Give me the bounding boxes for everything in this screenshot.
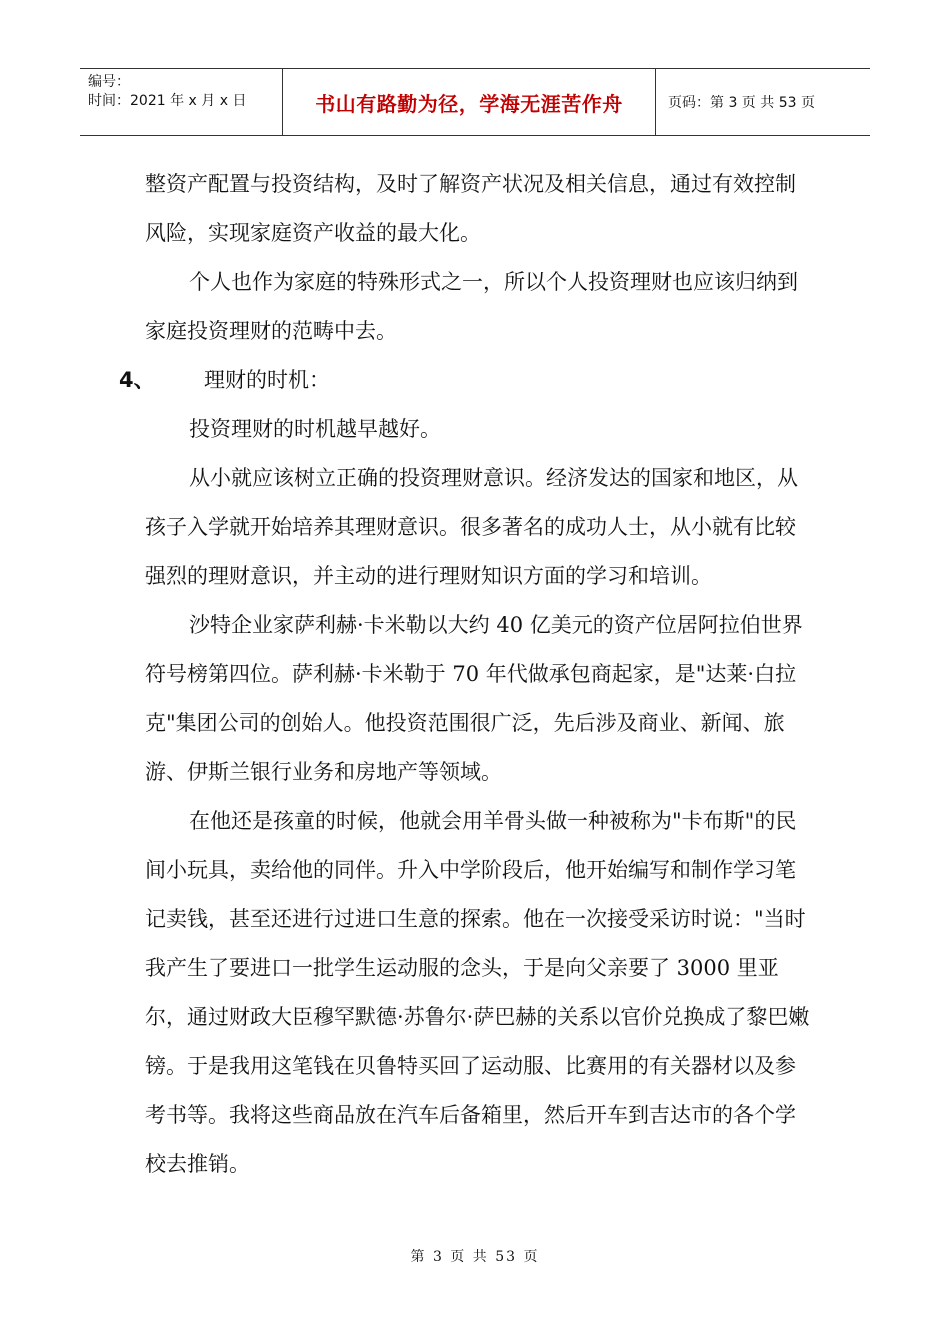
paragraph: 从小就应该树立正确的投资理财意识。经济发达的国家和地区，从孩子入学就开始培养其理财意识。很多著名的成功人士，从小就有比较强烈的理财意识，并主动的进行理财知识方面的学习和培训。: [145, 466, 798, 588]
header-meta: [80, 69, 283, 135]
header-motto-cell: [283, 69, 656, 135]
paragraph: 个人也作为家庭的特殊形式之一，所以个人投资理财也应该归纳到家庭投资理财的范畴中去。: [145, 270, 798, 343]
header-page-info: [656, 69, 870, 135]
footer-page-number: 第 3 页 共 53 页: [410, 1249, 540, 1265]
motto-text: 书山有路勤为径，学海无涯苦作舟: [315, 91, 623, 116]
section-number: 4、: [119, 368, 155, 392]
number-label: 编号：: [88, 74, 130, 90]
page-info-text: 页码：第 3 页 共 53 页: [668, 95, 815, 111]
paragraph-continuation: 整资产配置与投资结构，及时了解资产状况及相关信息，通过有效控制风险，实现家庭资产收益的最大化。: [145, 172, 796, 245]
section-heading: [119, 356, 810, 405]
paragraph: 在他还是孩童的时候，他就会用羊骨头做一种被称为"卡布斯"的民间小玩具，卖给他的同伴。升入中学阶段后，他开始编写和制作学习笔记卖钱，甚至还进行过进口生意的探索。他在一次接受采访时说："当时我产生了要进口一批学生运动服的念头，于是向父亲要了 3000 里亚尔，通过财政大臣穆罕默德·苏鲁尔·萨巴赫的关系以官价兑换成了黎巴嫩镑。于是我用这笔钱在贝鲁特买回了运动服、比赛用的有关器材以及参考书等。我将这些商品放在汽车后备箱里，然后开车到吉达市的各个学校去推销。: [145, 809, 810, 1176]
date-label: 时间：2021 年 x 月 x 日: [88, 93, 247, 109]
section-title: 理财的时机：: [204, 368, 330, 392]
document-body: [119, 160, 810, 1189]
paragraph: 沙特企业家萨利赫·卡米勒以大约 40 亿美元的资产位居阿拉伯世界符号榜第四位。萨利赫·卡米勒于 70 年代做承包商起家，是"达莱·白拉克"集团公司的创始人。他投资范围很广泛，先后涉及商业、新闻、旅游、伊斯兰银行业务和房地产等领域。: [145, 613, 803, 784]
page-footer: [0, 1246, 950, 1266]
document-header: [80, 68, 870, 136]
paragraph: 投资理财的时机越早越好。: [189, 417, 441, 441]
